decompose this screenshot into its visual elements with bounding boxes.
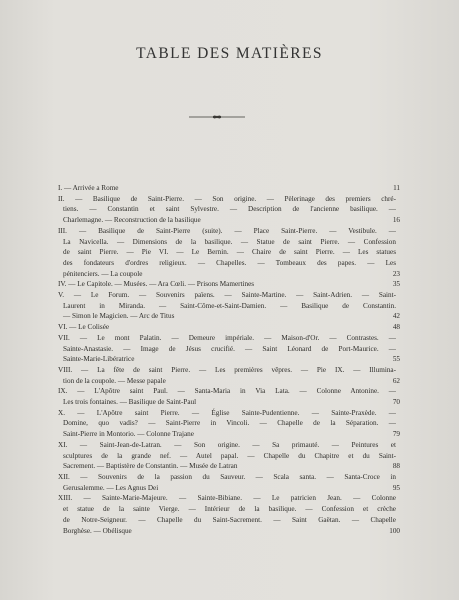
toc-entry-line: La Navicella. — Dimensions de la basilique. — Statue de saint Pierre. — Confession [63, 237, 396, 246]
toc-entry-line: VII. — Le mont Palatin. — Demeure impériale. — Maison-d'Or. — Contrastes. — [58, 333, 396, 342]
toc-entry-line: III. — Basilique de Saint-Pierre (suite). — Place Saint-Pierre. — Vestibule. — [58, 226, 396, 235]
toc-entry-line: tion de la coupole. — Messe papale [63, 376, 166, 385]
toc-page-number: 35 [392, 280, 400, 289]
toc-entry-line: VIII. — La fête de saint Pierre. — Les premières vêpres. — Pie IX. — Illumina- [58, 365, 396, 374]
ornament-divider [187, 112, 247, 122]
toc-entry [58, 183, 400, 194]
toc-entry-line: Borghèse. — Obélisque [63, 526, 132, 535]
toc-entry-line: XIII. — Sainte-Marie-Majeure. — Sainte-Bibiane. — Le patricien Jean. — Colonne [58, 494, 396, 503]
toc-entry-line: pénitenciers. — La coupole [63, 269, 143, 278]
toc-entry [58, 440, 400, 472]
toc-entry [58, 194, 400, 226]
toc-entry-line: Sainte-Anastasie. — Image de Jésus crucifié. — Saint Léonard de Port-Maurice. — [63, 344, 396, 353]
page-title: TABLE DES MATIÈRES [136, 45, 323, 62]
toc-entry-line: tiens. — Constantin et saint Sylvestre. — Description de l'ancienne basilique. — [63, 205, 396, 214]
toc-entry-line: VI. — Le Colisée [58, 323, 110, 332]
toc-page-number: 16 [392, 216, 400, 225]
toc-page-number: 48 [392, 323, 400, 332]
toc-page-number: 100 [389, 526, 400, 535]
toc-entry-line: XII. — Souvenirs de la passion du Sauveur. — Scala santa. — Santa-Croce in [58, 472, 396, 481]
toc-entry [58, 290, 400, 322]
toc-page-number: 42 [392, 312, 400, 321]
table-of-contents [58, 183, 400, 536]
toc-entry [58, 365, 400, 386]
toc-page-number: 23 [392, 269, 400, 278]
toc-page-number: 79 [392, 430, 400, 439]
toc-page-number: 95 [392, 483, 400, 492]
toc-entry-line: Gerusalemme. — Les Agnus Dei [63, 483, 159, 492]
toc-page-number: 62 [392, 376, 400, 385]
toc-page-number: 88 [392, 462, 400, 471]
toc-entry-line: IX. — L'Apôtre saint Paul. — Santa-Maria in Via Lata. — Colonne Antonine. — [58, 387, 396, 396]
toc-page-number: 11 [393, 184, 400, 192]
toc-entry [58, 493, 400, 536]
toc-entry-line: Sacrement. — Baptistère de Constantin. — Musée de Latran [63, 462, 238, 471]
toc-entry-line: Domine, quo vadis? — Saint-Pierre in Vincoli. — Chapelle de la Séparation. — [63, 419, 396, 428]
toc-entry [58, 226, 400, 280]
toc-entry-line: V. — Le Forum. — Souvenirs païens. — Sainte-Martine. — Saint-Adrien. — Saint- [58, 291, 396, 300]
toc-entry-line: I. — Arrivée a Rome [58, 184, 119, 192]
toc-entry-line: IV. — Le Capitole. — Musées. — Ara Cœli. — Prisons Mamertines [58, 280, 255, 289]
toc-entry-line: sculptures de la grande nef. — Autel papal. — Chapelle du Chapitre et du Saint- [63, 451, 396, 460]
toc-entry [58, 472, 400, 493]
toc-entry [58, 386, 400, 407]
toc-entry [58, 333, 400, 365]
toc-entry-line: — Simon le Magicien. — Arc de Titus [63, 312, 175, 321]
toc-entry-line: II. — Basilique de Saint-Pierre. — Son origine. — Pèlerinage des premiers chré- [58, 194, 396, 203]
toc-entry-line: des fondateurs d'ordres religieux. — Chapelles. — Tombeaux des papes. — Les [63, 258, 396, 267]
toc-entry-line: Charlemagne. — Reconstruction de la basilique [63, 216, 201, 225]
toc-entry-line: X. — L'Apôtre saint Pierre. — Église Sainte-Pudentienne. — Sainte-Praxède. — [58, 408, 396, 417]
toc-entry [58, 322, 400, 333]
toc-entry-line: et statue de la sainte Vierge. — Intérieur de la basilique. — Confession et crèche [63, 505, 396, 514]
toc-entry-line: Laurent in Miranda. — Saint-Côme-et-Saint-Damien. — Basilique de Constantin. [63, 301, 396, 310]
toc-entry [58, 279, 400, 290]
toc-entry-line: Les trois fontaines. — Basilique de Saint-Paul [63, 398, 197, 407]
toc-page-number: 55 [392, 355, 400, 364]
toc-entry-line: XI. — Saint-Jean-de-Latran. — Son origine. — Sa primauté. — Peintures et [58, 440, 396, 449]
toc-entry [58, 408, 400, 440]
toc-entry-line: Sainte-Marie-Libératrice [63, 355, 135, 364]
toc-entry-line: de saint Pierre. — Pie VI. — Le Bernin. — Chaire de saint Pierre. — Les statues [63, 248, 396, 257]
toc-page-number: 70 [392, 398, 400, 407]
toc-entry-line: de Notre-Seigneur. — Chapelle du Saint-Sacrement. — Saint Gaëtan. — Chapelle [63, 515, 396, 524]
toc-entry-line: Saint-Pierre in Montorio. — Colonne Trajane [63, 430, 194, 439]
